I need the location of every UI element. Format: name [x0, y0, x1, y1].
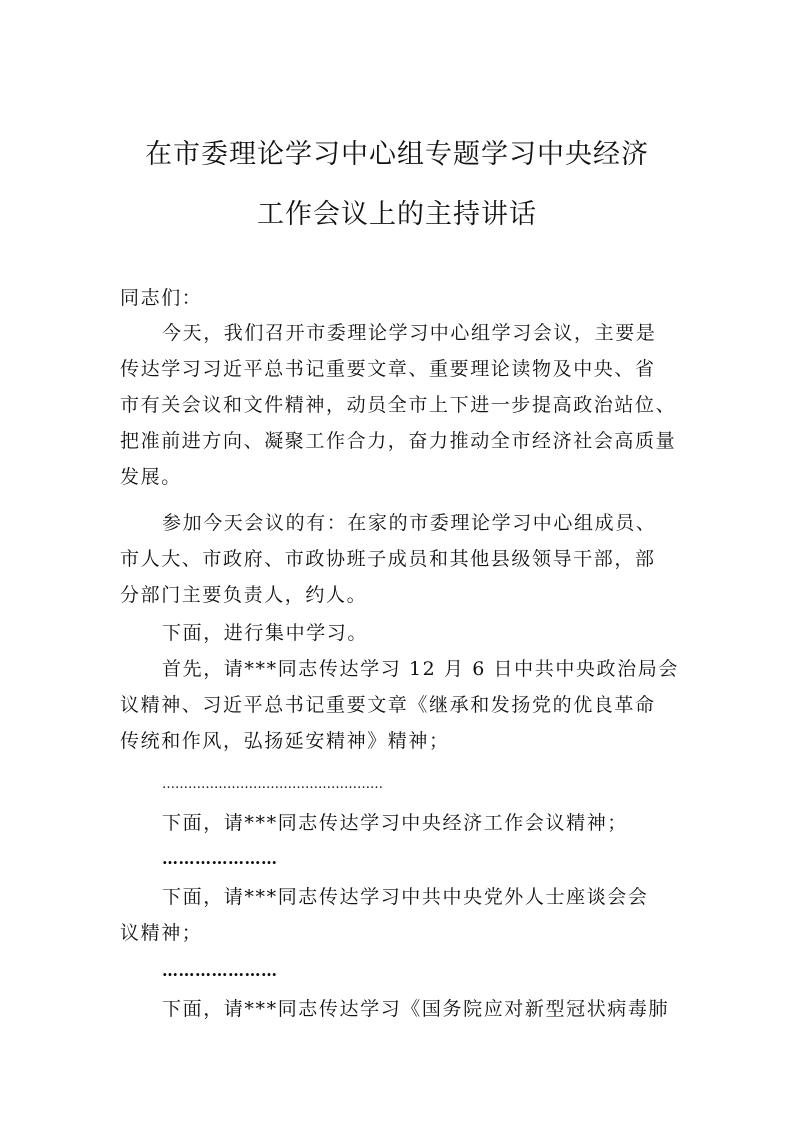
paragraph-attendees-line: 市人大、市政府、市政协班子成员和其他县级领导干部，部 — [120, 548, 656, 570]
document-title-line-2: 工作会议上的主持讲话 — [257, 199, 537, 230]
ellipsis-separator: ………………… — [162, 961, 278, 980]
paragraph-forum-line: 议精神； — [120, 922, 203, 944]
document-title-line-1: 在市委理论学习中心组专题学习中央经济 — [145, 139, 649, 170]
ellipsis-separator: …………………………………………… — [162, 777, 383, 792]
paragraph-state-council: 下面，请***同志传达学习《国务院应对新型冠状病毒肺 — [162, 998, 670, 1020]
paragraph-first-study-line: 议精神、习近平总书记重要文章《继承和发扬党的优良革命 — [120, 694, 656, 716]
paragraph-economic-conference: 下面，请***同志传达学习中央经济工作会议精神； — [162, 812, 628, 834]
ellipsis-separator: ………………… — [162, 849, 278, 868]
paragraph-attendees-line: 分部门主要负责人，约人。 — [120, 584, 368, 606]
paragraph-opening-line: 今天，我们召开市委理论学习中心组学习会议，主要是 — [162, 322, 657, 344]
paragraph-attendees-line: 参加今天会议的有：在家的市委理论学习中心组成员、 — [162, 512, 657, 534]
paragraph-study-intro: 下面，进行集中学习。 — [162, 622, 369, 644]
paragraph-opening-line: 传达学习习近平总书记重要文章、重要理论读物及中央、省 — [120, 358, 656, 380]
paragraph-opening-line: 把准前进方向、凝聚工作合力，奋力推动全市经济社会高质量 — [120, 430, 677, 452]
paragraph-opening-line: 市有关会议和文件精神，动员全市上下进一步提高政治站位、 — [120, 394, 677, 416]
salutation: 同志们： — [120, 287, 203, 309]
paragraph-first-study-line: 传统和作风，弘扬延安精神》精神； — [120, 730, 450, 752]
paragraph-first-study-line: 首先，请***同志传达学习 12 月 6 日中共中央政治局会 — [162, 658, 679, 680]
paragraph-opening-line: 发展。 — [120, 466, 182, 488]
paragraph-forum-line: 下面，请***同志传达学习中共中央党外人士座谈会会 — [162, 886, 649, 908]
